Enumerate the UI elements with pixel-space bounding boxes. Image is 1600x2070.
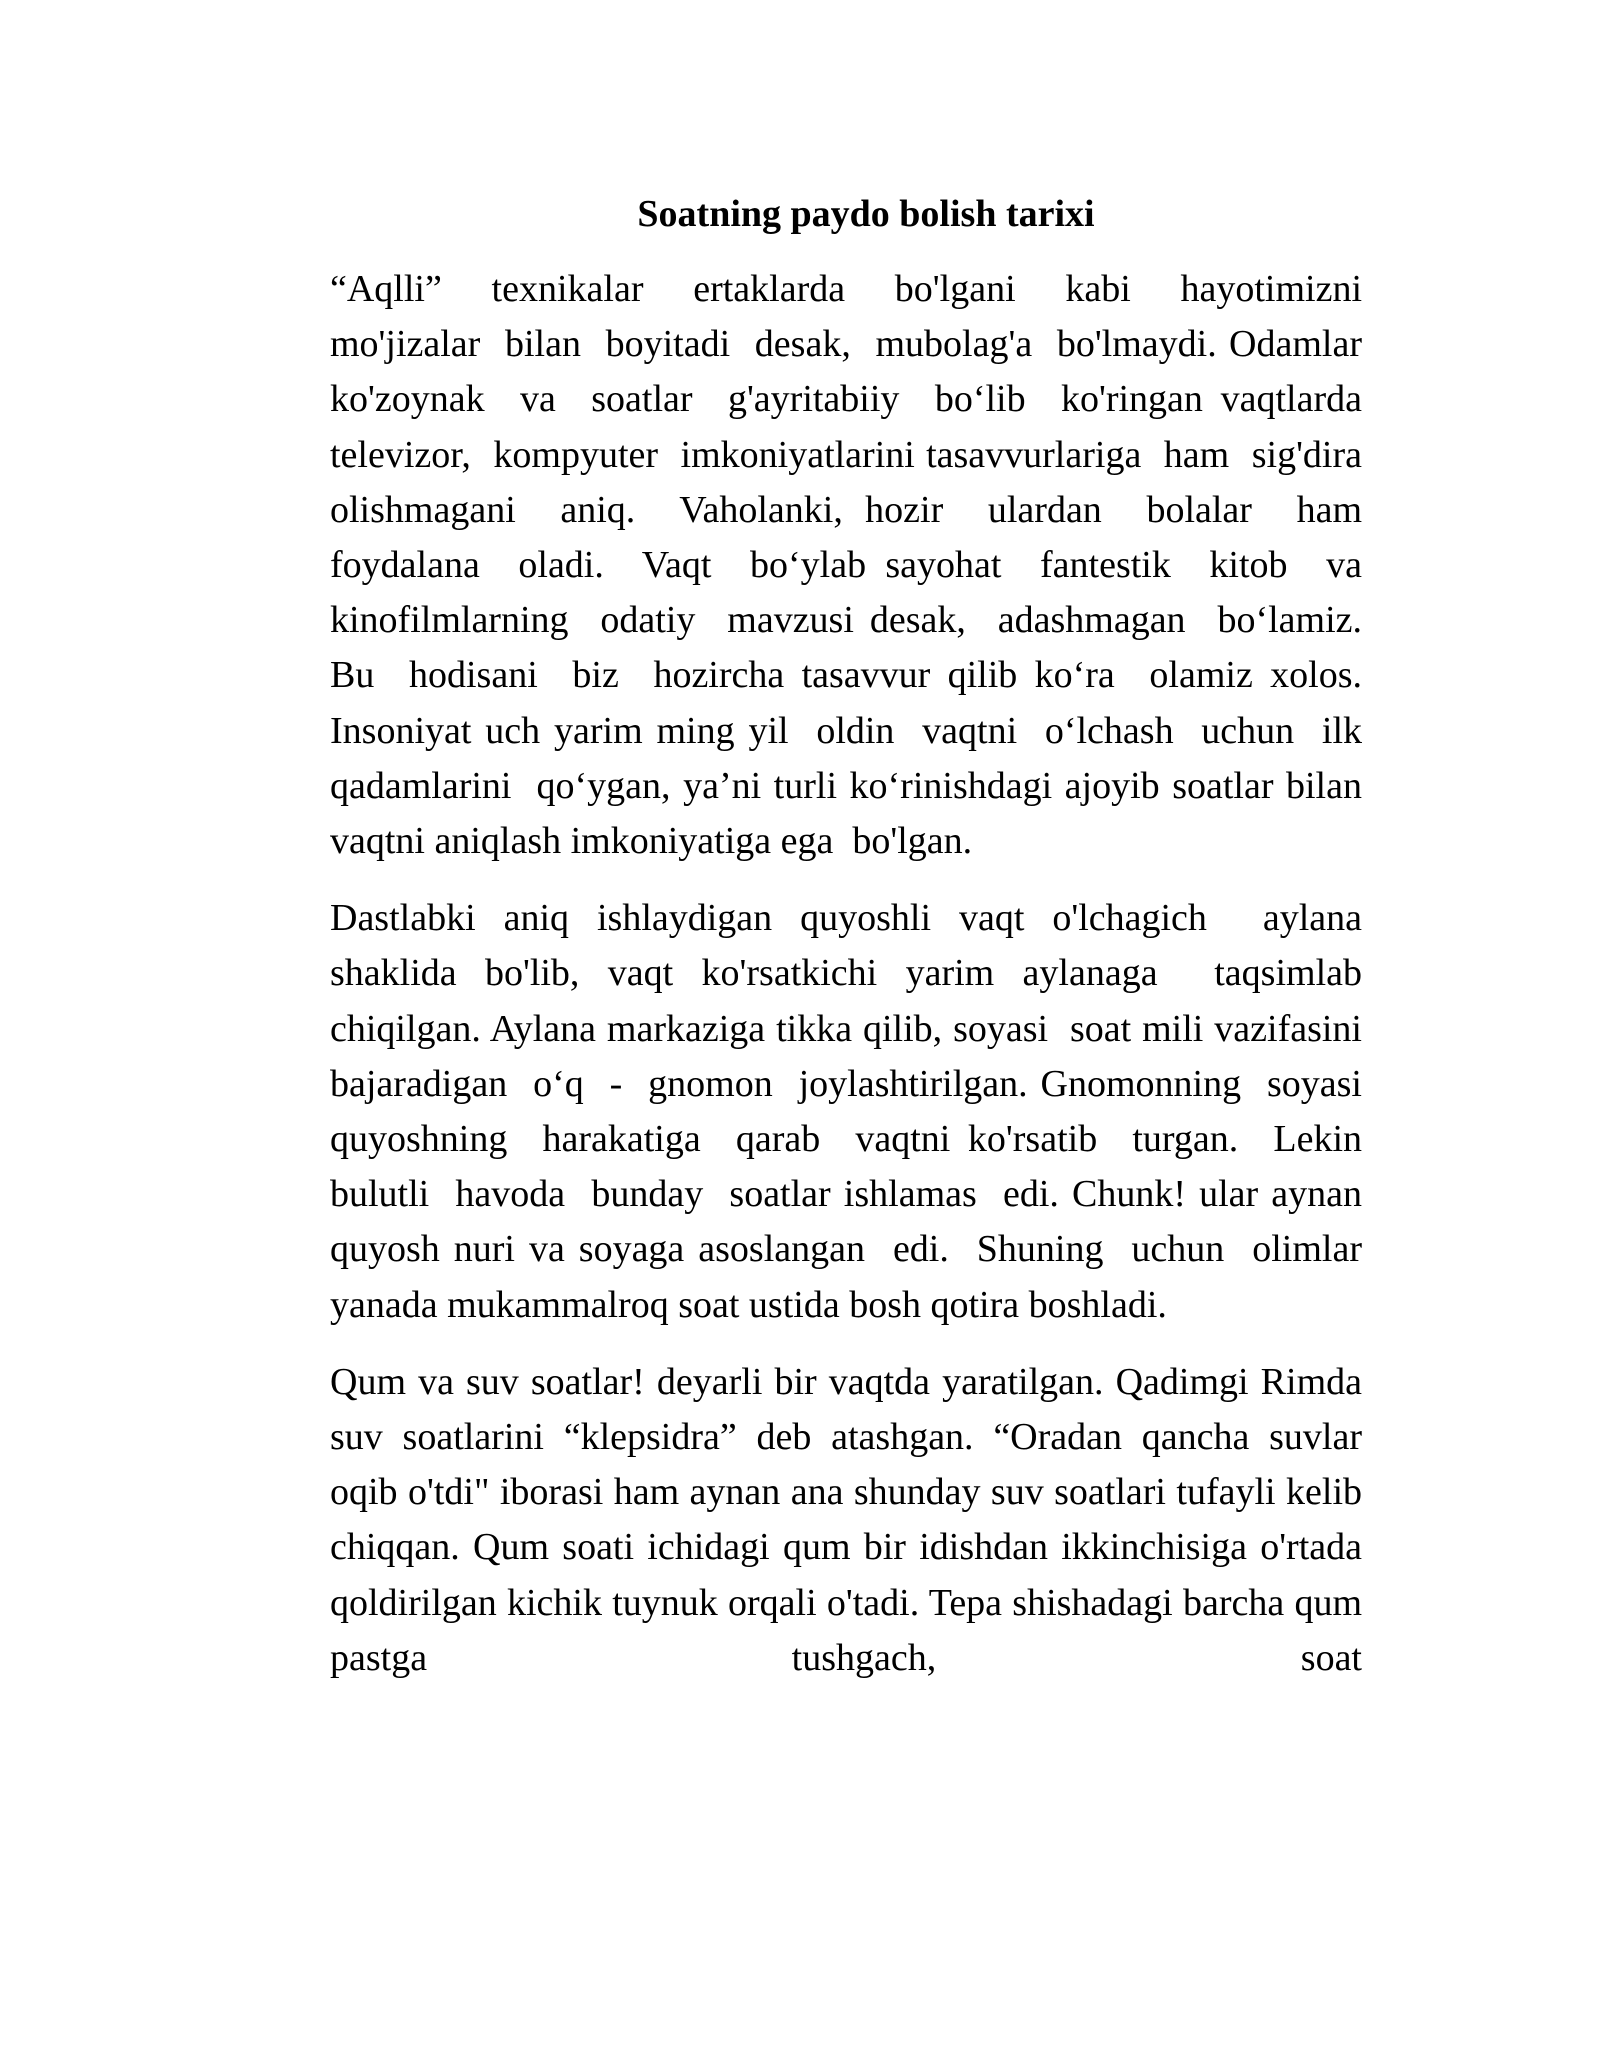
document-title: Soatning paydo bolish tarixi xyxy=(637,193,1095,235)
document-body xyxy=(330,186,1381,1708)
paragraph-1: “Aqlli” texnikalar ertaklarda bo'lgani kabi hayotimizni mo'jizalar bilan boyitadi desak, mubolag'a bo'lmaydi. Odamlar ko'zoynak va soatlar g'ayritabiiy bo‘lib ko'ringan vaqtlarda televizor, kompyuter imkoniyatlarini tasavvurlariga ham sig'dira olishmagani aniq. Vaholanki, hozir ulardan bolalar ham foydalana oladi. Vaqt bo‘ylab sayohat fantestik kitob va kinofilmlarning odatiy mavzusi desak, adashmagan bo‘lamiz. Bu hodisani biz hozircha tasavvur qilib ko‘ra olamiz xolos. Insoniyat uch yarim ming yil oldin vaqtni o‘lchash uchun ilk qadamlarini qo‘ygan, ya’ni turli ko‘rinishdagi ajoyib soatlar bilan vaqtni aniqlash imkoniyatiga ega bo'lgan. xyxy=(330,268,1381,863)
paragraph-3: Qum va suv soatlar! deyarli bir vaqtda yaratilgan. Qadimgi Rimda suv soatlarini “klepsidra” deb atashgan. “Oradan qancha suvlar oqib o'tdi" iborasi ham aynan ana shunday suv soatlari tufayli kelib chiqqan. Qum soati ichidagi qum bir idishdan ikkinchisiga o'rtada qoldirilgan kichik tuynuk orqali o'tadi. Tepa shishadagi barcha qum pastga tushgach, soat xyxy=(330,1360,1372,1679)
paragraph-2: Dastlabki aniq ishlaydigan quyoshli vaqt o'lchagich aylana shaklida bo'lib, vaqt ko'rsatkichi yarim aylanaga taqsimlab chiqilgan. Aylana markaziga tikka qilib, soyasi soat mili vazifasini bajaradigan o‘q - gnomon joylashtirilgan. Gnomonning soyasi quyoshning harakatiga qarab vaqtni ko'rsatib turgan. Lekin bulutli havoda bunday soatlar ishlamas edi. Chunk! ular aynan quyosh nuri va soyaga asoslangan edi. Shuning uchun olimlar yanada mukammalroq soat ustida bosh qotira boshladi. xyxy=(330,897,1381,1326)
